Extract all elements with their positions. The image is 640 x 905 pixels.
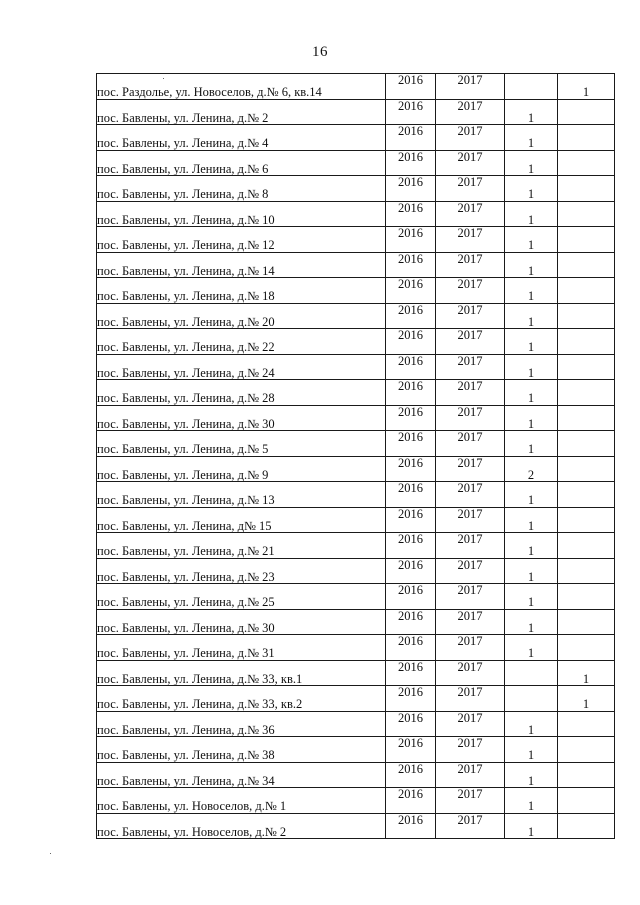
address-cell: пос. Бавлены, ул. Ленина, д.№ 2 (97, 99, 386, 125)
count-b-cell (558, 303, 615, 329)
end-year-cell: 2017 (436, 303, 505, 329)
table-row (97, 584, 615, 610)
start-year-cell: 2016 (386, 278, 436, 304)
count-b-cell (558, 227, 615, 253)
end-year-cell: 2017 (436, 456, 505, 482)
address-cell: пос. Бавлены, ул. Ленина, д.№ 28 (97, 380, 386, 406)
address-cell: пос. Бавлены, ул. Новоселов, д.№ 1 (97, 788, 386, 814)
page-number: 16 (312, 44, 328, 60)
count-a-cell: 1 (505, 762, 558, 788)
table-row (97, 150, 615, 176)
count-a-cell: 1 (505, 813, 558, 839)
start-year-cell: 2016 (386, 762, 436, 788)
end-year-cell: 2017 (436, 125, 505, 151)
address-cell: пос. Бавлены, ул. Ленина, д.№ 38 (97, 737, 386, 763)
start-year-cell: 2016 (386, 176, 436, 202)
table-row (97, 125, 615, 151)
end-year-cell: 2017 (436, 278, 505, 304)
count-b-cell (558, 354, 615, 380)
count-a-cell: 1 (505, 380, 558, 406)
count-b-cell (558, 788, 615, 814)
start-year-cell: 2016 (386, 533, 436, 559)
count-b-cell (558, 609, 615, 635)
start-year-cell: 2016 (386, 125, 436, 151)
end-year-cell: 2017 (436, 686, 505, 712)
end-year-cell: 2017 (436, 813, 505, 839)
count-a-cell: 1 (505, 482, 558, 508)
count-a-cell: 1 (505, 405, 558, 431)
start-year-cell: 2016 (386, 711, 436, 737)
address-cell: пос. Бавлены, ул. Ленина, д.№ 22 (97, 329, 386, 355)
start-year-cell: 2016 (386, 150, 436, 176)
end-year-cell: 2017 (436, 482, 505, 508)
count-a-cell (505, 74, 558, 100)
count-a-cell: 2 (505, 456, 558, 482)
table-row (97, 788, 615, 814)
count-a-cell: 1 (505, 711, 558, 737)
count-a-cell (505, 686, 558, 712)
table-row (97, 380, 615, 406)
address-cell: пос. Бавлены, ул. Ленина, д.№ 24 (97, 354, 386, 380)
start-year-cell: 2016 (386, 99, 436, 125)
end-year-cell: 2017 (436, 176, 505, 202)
count-b-cell (558, 278, 615, 304)
start-year-cell: 2016 (386, 431, 436, 457)
start-year-cell: 2016 (386, 558, 436, 584)
count-a-cell: 1 (505, 201, 558, 227)
start-year-cell: 2016 (386, 609, 436, 635)
table-row (97, 354, 615, 380)
end-year-cell: 2017 (436, 201, 505, 227)
address-cell: пос. Бавлены, ул. Ленина, д.№ 36 (97, 711, 386, 737)
address-table (96, 73, 615, 839)
end-year-cell: 2017 (436, 150, 505, 176)
end-year-cell: 2017 (436, 405, 505, 431)
start-year-cell: 2016 (386, 737, 436, 763)
end-year-cell: 2017 (436, 227, 505, 253)
count-b-cell (558, 711, 615, 737)
address-cell: пос. Бавлены, ул. Ленина, д.№ 33, кв.2 (97, 686, 386, 712)
start-year-cell: 2016 (386, 405, 436, 431)
table-row (97, 303, 615, 329)
address-cell: пос. Бавлены, ул. Ленина, д.№ 6 (97, 150, 386, 176)
table-row (97, 507, 615, 533)
count-a-cell: 1 (505, 329, 558, 355)
end-year-cell: 2017 (436, 252, 505, 278)
table-row (97, 252, 615, 278)
count-a-cell: 1 (505, 150, 558, 176)
start-year-cell: 2016 (386, 74, 436, 100)
count-b-cell (558, 431, 615, 457)
table-row (97, 278, 615, 304)
end-year-cell: 2017 (436, 329, 505, 355)
address-cell: пос. Бавлены, ул. Ленина, д.№ 34 (97, 762, 386, 788)
start-year-cell: 2016 (386, 813, 436, 839)
table-row (97, 660, 615, 686)
count-a-cell: 1 (505, 507, 558, 533)
table-row (97, 99, 615, 125)
count-b-cell (558, 150, 615, 176)
count-a-cell: 1 (505, 278, 558, 304)
table-row (97, 711, 615, 737)
count-a-cell: 1 (505, 584, 558, 610)
count-b-cell (558, 380, 615, 406)
count-a-cell: 1 (505, 635, 558, 661)
table-row (97, 737, 615, 763)
start-year-cell: 2016 (386, 660, 436, 686)
count-b-cell: 1 (558, 686, 615, 712)
scan-speck (50, 853, 51, 854)
address-cell: пос. Бавлены, ул. Ленина, д.№ 14 (97, 252, 386, 278)
end-year-cell: 2017 (436, 584, 505, 610)
count-a-cell: 1 (505, 252, 558, 278)
table-row (97, 533, 615, 559)
start-year-cell: 2016 (386, 303, 436, 329)
end-year-cell: 2017 (436, 635, 505, 661)
start-year-cell: 2016 (386, 252, 436, 278)
address-cell: пос. Бавлены, ул. Ленина, д№ 15 (97, 507, 386, 533)
count-a-cell: 1 (505, 227, 558, 253)
count-b-cell (558, 252, 615, 278)
count-a-cell: 1 (505, 125, 558, 151)
count-b-cell (558, 329, 615, 355)
count-b-cell (558, 456, 615, 482)
address-cell: пос. Бавлены, ул. Новоселов, д.№ 2 (97, 813, 386, 839)
table-row (97, 431, 615, 457)
end-year-cell: 2017 (436, 711, 505, 737)
end-year-cell: 2017 (436, 431, 505, 457)
count-b-cell (558, 201, 615, 227)
count-b-cell (558, 99, 615, 125)
address-cell: пос. Бавлены, ул. Ленина, д.№ 10 (97, 201, 386, 227)
count-b-cell (558, 558, 615, 584)
count-a-cell: 1 (505, 609, 558, 635)
end-year-cell: 2017 (436, 533, 505, 559)
start-year-cell: 2016 (386, 686, 436, 712)
start-year-cell: 2016 (386, 456, 436, 482)
table-row (97, 227, 615, 253)
address-cell: пос. Бавлены, ул. Ленина, д.№ 13 (97, 482, 386, 508)
end-year-cell: 2017 (436, 737, 505, 763)
table-row (97, 176, 615, 202)
count-a-cell: 1 (505, 354, 558, 380)
start-year-cell: 2016 (386, 227, 436, 253)
start-year-cell: 2016 (386, 354, 436, 380)
address-cell: пос. Бавлены, ул. Ленина, д.№ 8 (97, 176, 386, 202)
start-year-cell: 2016 (386, 788, 436, 814)
start-year-cell: 2016 (386, 635, 436, 661)
address-cell: пос. Бавлены, ул. Ленина, д.№ 4 (97, 125, 386, 151)
end-year-cell: 2017 (436, 660, 505, 686)
count-b-cell (558, 507, 615, 533)
table-row (97, 686, 615, 712)
address-cell: пос. Бавлены, ул. Ленина, д.№ 33, кв.1 (97, 660, 386, 686)
count-a-cell: 1 (505, 737, 558, 763)
count-b-cell (558, 176, 615, 202)
table-row (97, 405, 615, 431)
start-year-cell: 2016 (386, 482, 436, 508)
end-year-cell: 2017 (436, 99, 505, 125)
end-year-cell: 2017 (436, 788, 505, 814)
address-cell: пос. Бавлены, ул. Ленина, д.№ 30 (97, 405, 386, 431)
count-b-cell (558, 533, 615, 559)
count-a-cell: 1 (505, 558, 558, 584)
count-a-cell: 1 (505, 788, 558, 814)
table-row (97, 456, 615, 482)
end-year-cell: 2017 (436, 609, 505, 635)
address-cell: пос. Бавлены, ул. Ленина, д.№ 23 (97, 558, 386, 584)
address-cell: пос. Бавлены, ул. Ленина, д.№ 31 (97, 635, 386, 661)
table-row (97, 635, 615, 661)
table-row (97, 482, 615, 508)
count-b-cell (558, 405, 615, 431)
count-b-cell (558, 125, 615, 151)
count-a-cell: 1 (505, 533, 558, 559)
address-cell: пос. Бавлены, ул. Ленина, д.№ 18 (97, 278, 386, 304)
start-year-cell: 2016 (386, 507, 436, 533)
address-cell: пос. Раздолье, ул. Новоселов, д.№ 6, кв.14 (97, 74, 386, 100)
count-a-cell: 1 (505, 99, 558, 125)
end-year-cell: 2017 (436, 380, 505, 406)
address-cell: пос. Бавлены, ул. Ленина, д.№ 5 (97, 431, 386, 457)
table-row (97, 609, 615, 635)
count-b-cell (558, 762, 615, 788)
start-year-cell: 2016 (386, 201, 436, 227)
count-b-cell: 1 (558, 74, 615, 100)
count-a-cell: 1 (505, 176, 558, 202)
table-row (97, 329, 615, 355)
start-year-cell: 2016 (386, 329, 436, 355)
address-cell: пос. Бавлены, ул. Ленина, д.№ 9 (97, 456, 386, 482)
count-b-cell (558, 482, 615, 508)
table-row (97, 74, 615, 100)
count-b-cell: 1 (558, 660, 615, 686)
table-row (97, 813, 615, 839)
count-b-cell (558, 584, 615, 610)
table-row (97, 558, 615, 584)
end-year-cell: 2017 (436, 558, 505, 584)
count-b-cell (558, 737, 615, 763)
count-b-cell (558, 813, 615, 839)
start-year-cell: 2016 (386, 584, 436, 610)
count-a-cell (505, 660, 558, 686)
end-year-cell: 2017 (436, 507, 505, 533)
end-year-cell: 2017 (436, 354, 505, 380)
address-cell: пос. Бавлены, ул. Ленина, д.№ 25 (97, 584, 386, 610)
count-a-cell: 1 (505, 303, 558, 329)
table-row (97, 201, 615, 227)
count-a-cell: 1 (505, 431, 558, 457)
address-cell: пос. Бавлены, ул. Ленина, д.№ 30 (97, 609, 386, 635)
count-b-cell (558, 635, 615, 661)
address-table-body (97, 74, 615, 839)
table-row (97, 762, 615, 788)
address-cell: пос. Бавлены, ул. Ленина, д.№ 20 (97, 303, 386, 329)
end-year-cell: 2017 (436, 74, 505, 100)
start-year-cell: 2016 (386, 380, 436, 406)
address-cell: пос. Бавлены, ул. Ленина, д.№ 12 (97, 227, 386, 253)
address-cell: пос. Бавлены, ул. Ленина, д.№ 21 (97, 533, 386, 559)
end-year-cell: 2017 (436, 762, 505, 788)
